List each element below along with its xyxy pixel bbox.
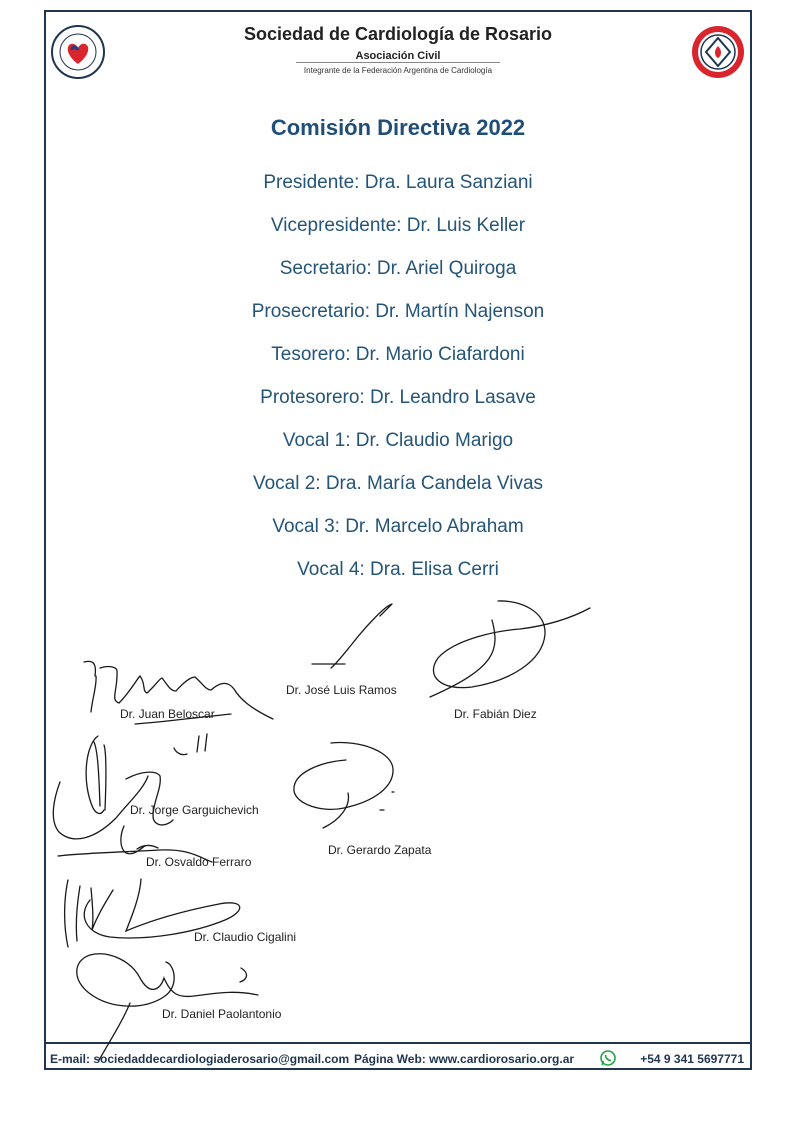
letterhead bbox=[46, 12, 750, 80]
society-name: Sociedad de Cardiología de Rosario bbox=[243, 24, 553, 44]
member-vocal-1: Vocal 1: Dr. Claudio Marigo bbox=[282, 430, 514, 451]
signature-label-garguichevich: Dr. Jorge Garguichevich bbox=[130, 803, 259, 817]
signature-label-zapata: Dr. Gerardo Zapata bbox=[328, 843, 432, 857]
faca-seal-icon bbox=[690, 24, 746, 80]
footer-website[interactable]: Página Web: www.cardiorosario.org.ar bbox=[354, 1052, 575, 1066]
whatsapp-icon bbox=[599, 1049, 617, 1067]
signature-label-cigalini: Dr. Claudio Cigalini bbox=[194, 930, 297, 944]
member-treasurer: Tesorero: Dr. Mario Ciafardoni bbox=[271, 344, 525, 365]
commission-members bbox=[46, 166, 750, 596]
member-vocal-2: Vocal 2: Dra. María Candela Vivas bbox=[252, 473, 544, 494]
signature-label-paolantonio: Dr. Daniel Paolantonio bbox=[162, 1007, 282, 1021]
signature-label-diez: Dr. Fabián Diez bbox=[454, 707, 537, 721]
footer-phone[interactable]: +54 9 341 5697771 bbox=[640, 1052, 744, 1066]
association-type: Asociación Civil bbox=[355, 50, 441, 62]
federation-note: Integrante de la Federación Argentina de Cardiología bbox=[303, 66, 493, 75]
signature-label-ferraro: Dr. Osvaldo Ferraro bbox=[146, 855, 252, 869]
member-secretary: Secretario: Dr. Ariel Quiroga bbox=[279, 258, 517, 279]
member-president: Presidente: Dra. Laura Sanziani bbox=[263, 172, 533, 193]
document-frame bbox=[44, 10, 752, 1070]
header-divider bbox=[296, 62, 500, 63]
member-protreasurer: Protesorero: Dr. Leandro Lasave bbox=[260, 387, 536, 408]
commission-title: Comisión Directiva 2022 bbox=[270, 115, 526, 140]
member-vicepresident: Vicepresidente: Dr. Luis Keller bbox=[270, 215, 526, 236]
footer-email[interactable]: E-mail: sociedaddecardiologiaderosario@gmail.com bbox=[50, 1052, 350, 1066]
footer bbox=[46, 1042, 750, 1072]
signature-label-beloscar: Dr. Juan Beloscar bbox=[120, 707, 215, 721]
member-prosecretary: Prosecretario: Dr. Martín Najenson bbox=[251, 301, 545, 322]
signature-label-ramos: Dr. José Luis Ramos bbox=[286, 683, 397, 697]
member-vocal-4: Vocal 4: Dra. Elisa Cerri bbox=[297, 559, 499, 580]
member-vocal-3: Vocal 3: Dr. Marcelo Abraham bbox=[272, 516, 524, 537]
